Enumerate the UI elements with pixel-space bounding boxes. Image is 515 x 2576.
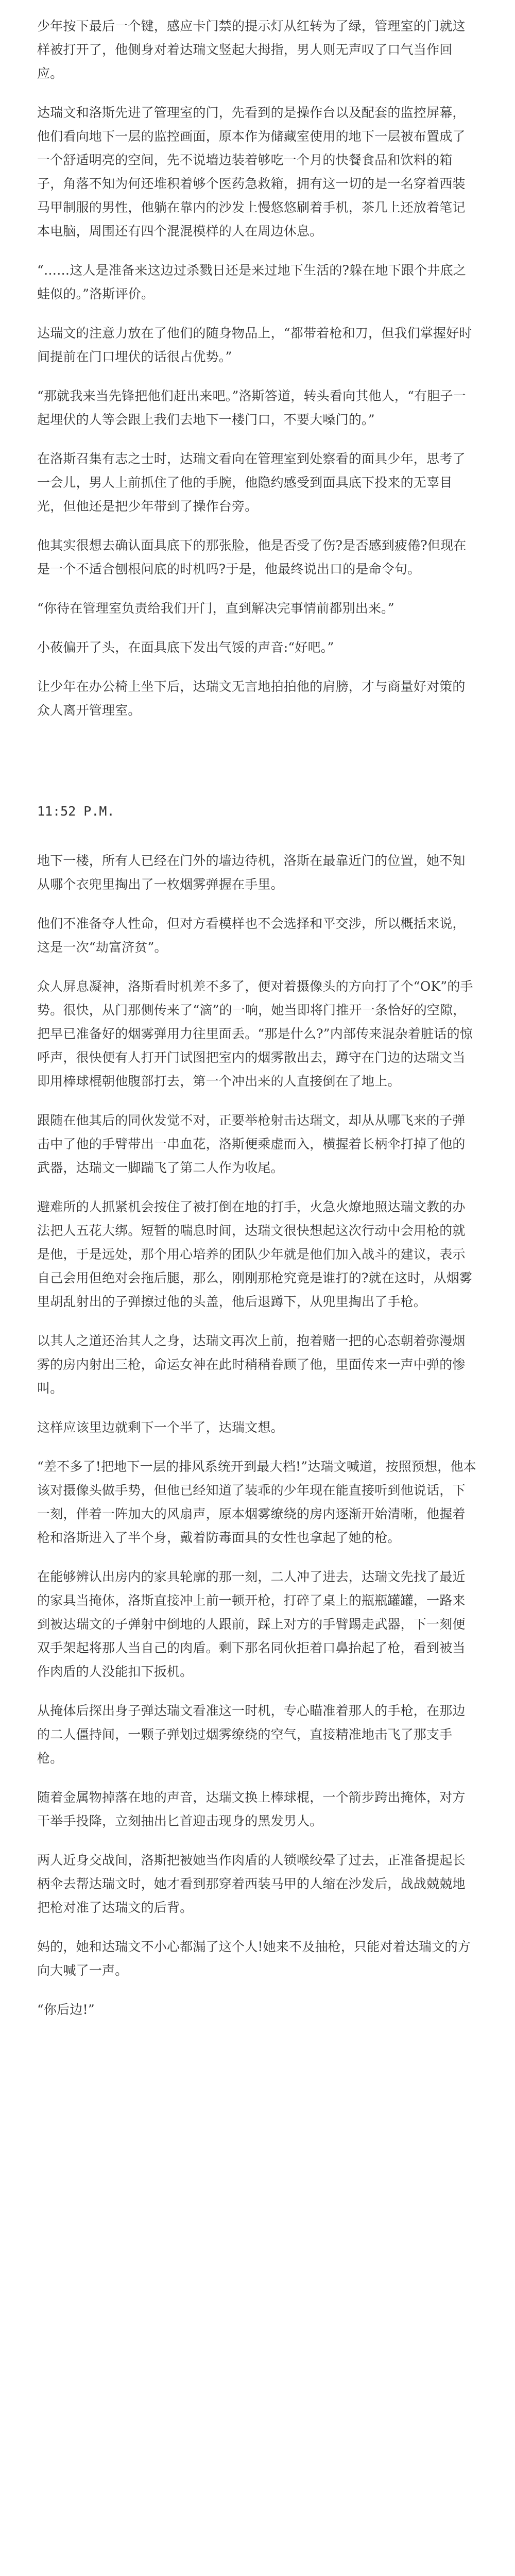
paragraph: 达瑞文的注意力放在了他们的随身物品上，“都带着枪和刀，但我们掌握好时间提前在门口埋伏的话很占优势。”: [37, 326, 472, 364]
paragraph: “差不多了!把地下一层的排风系统开到最大档!”达瑞文喊道，按照预想，他本该对摄像头做手势，但他已经知道了装乖的少年现在能直接听到他说话，下一刻，伴着一阵加大的风扇声，原本烟雾缭绕的房内逐渐开始清晰，他握着枪和洛斯进入了半个身，戴着防毒面具的女性也拿起了她的枪。: [37, 1459, 476, 1545]
paragraph: 从掩体后探出身子弹达瑞文看准这一时机，专心瞄准着那人的手枪，在那边的二人僵持间，一颗子弹划过烟雾缭绕的空气，直接精准地击飞了那支手枪。: [37, 1703, 466, 1766]
paragraph: “你待在管理室负责给我们开门，直到解决完事情前都别出来。”: [37, 601, 394, 616]
paragraph: 跟随在他其后的同伙发觉不对，正要举枪射击达瑞文，却从从哪飞来的子弹击中了他的手臂带出一串血花，洛斯便乘虚而入，横握着长柄伞打掉了他的武器，达瑞文一脚踹飞了第二人作为收尾。: [37, 1113, 466, 1175]
paragraph: 随着金属物掉落在地的声音，达瑞文换上棒球棍，一个箭步跨出掩体，对方干举手投降，立刻抽出匕首迎击现身的黑发男人。: [37, 1790, 466, 1828]
paragraph: 避难所的人抓紧机会按住了被打倒在地的打手，火急火燎地照达瑞文教的办法把人五花大绑。短暂的喘息时间，达瑞文很快想起这次行动中会用枪的就是他，于是远处，那个用心培养的团队少年就是他们加入战斗的建议，表示自己会用但绝对会拖后腿，那么，刚刚那枪究竟是谁打的?就在这时，从烟雾里胡乱射出的子弹擦过他的头盖，他后退蹲下，从兜里掏出了手枪。: [37, 1199, 473, 1309]
paragraph: “……这人是准备来这边过杀戮日还是来过地下生活的?躲在地下跟个井底之蛙似的。”洛斯评价。: [37, 263, 466, 301]
section-two: [37, 849, 478, 2022]
paragraph: 在洛斯召集有志之士时，达瑞文看向在管理室到处察看的面具少年，思考了一会儿，男人上前抓住了他的手腕，他隐约感受到面具底下投来的无辜目光，但他还是把少年带到了操作台旁。: [37, 451, 466, 514]
paragraph: 妈的，她和达瑞文不小心都漏了这个人!她来不及抽枪，只能对着达瑞文的方向大喊了一声。: [37, 1939, 471, 1978]
paragraph: 以其人之道还治其人之身，达瑞文再次上前，抱着赌一把的心态朝着弥漫烟雾的房内射出三枪，命运女神在此时稍稍眷顾了他，里面传来一声中弹的惨叫。: [37, 1333, 466, 1396]
paragraph: 他们不准备夺人性命，但对方看模样也不会选择和平交涉，所以概括来说，这是一次“劫富济贫”。: [37, 916, 466, 955]
section-one: [37, 14, 478, 722]
paragraph: 他其实很想去确认面具底下的那张脸，他是否受了伤?是否感到疲倦?但现在是一个不适合刨根问底的时机吗?于是，他最终说出口的是命令句。: [37, 538, 467, 577]
paragraph: 两人近身交战间，洛斯把被她当作肉盾的人锁喉绞晕了过去，正准备提起长柄伞去帮达瑞文时，她才看到那穿着西装马甲的人缩在沙发后，战战兢兢地把枪对准了达瑞文的后背。: [37, 1853, 466, 1915]
paragraph: 在能够辨认出房内的家具轮廓的那一刻，二人冲了进去，达瑞文先找了最近的家具当掩体，洛斯直接冲上前一顿开枪，打碎了桌上的瓶瓶罐罐，一路来到被达瑞文的子弹射中倒地的人跟前，踩上对方的手臂踢走武器，下一刻便双手架起将那人当自己的肉盾。剩下那名同伙拒着口鼻抬起了枪，看到被当作肉盾的人没能扣下扳机。: [37, 1569, 466, 1679]
paragraph: 众人屏息凝神，洛斯看时机差不多了，便对着摄像头的方向打了个“OK”的手势。很快，从门那侧传来了“滴”的一响，她当即将门推开一条恰好的空隙，把早已准备好的烟雾弹用力往里面丢。“那是什么?”内部传来混杂着脏话的惊呼声，很快便有人打开门试图把室内的烟雾散出去，蹲守在门边的达瑞文当即用棒球棍朝他腹部打去，第一个冲出来的人直接倒在了地上。: [37, 979, 473, 1089]
paragraph: “那就我来当先锋把他们赶出来吧。”洛斯答道，转头看向其他人，“有胆子一起埋伏的人等会跟上我们去地下一楼门口，不要大嗓门的。”: [37, 388, 466, 427]
paragraph: 让少年在办公椅上坐下后，达瑞文无言地拍拍他的肩膀，才与商量好对策的众人离开管理室。: [37, 679, 466, 718]
timestamp: 11:52 P.M.: [37, 804, 115, 819]
paragraph: “你后边!”: [37, 2002, 95, 2017]
paragraph: 达瑞文和洛斯先进了管理室的门，先看到的是操作台以及配套的监控屏幕，他们看向地下一层的监控画面，原本作为储藏室使用的地下一层被布置成了一个舒适明亮的空间，先不说墙边装着够吃一个月的快餐食品和饮料的箱子，角落不知为何还堆积着够个医药急救箱，拥有这一切的是一名穿着西装马甲制服的男性，他躺在靠内的沙发上慢悠悠刷着手机，茶几上还放着笔记本电脑，周围还有四个混混模样的人在周边休息。: [37, 105, 466, 239]
paragraph: 地下一楼，所有人已经在门外的墙边待机，洛斯在最靠近门的位置，她不知从哪个衣兜里掏出了一枚烟雾弹握在手里。: [37, 853, 466, 892]
paragraph: 少年按下最后一个键，感应卡门禁的提示灯从红转为了绿，管理室的门就这样被打开了，他侧身对着达瑞文竖起大拇指，男人则无声叹了口气当作回应。: [37, 19, 466, 81]
paragraph: 这样应该里边就剩下一个半了，达瑞文想。: [37, 1420, 284, 1435]
paragraph: 小莜偏开了头，在面具底下发出气馁的声音:“好吧。”: [37, 640, 334, 655]
